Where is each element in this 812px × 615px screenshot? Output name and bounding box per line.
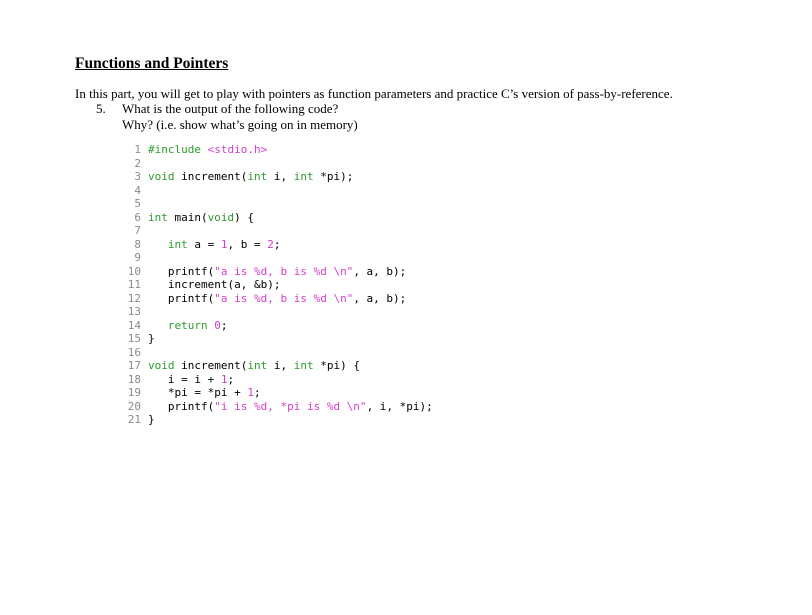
line-number: 20 [127, 399, 141, 413]
code-line [126, 211, 433, 225]
code-text [148, 386, 261, 400]
code-text [148, 278, 280, 292]
line-number: 19 [127, 386, 141, 399]
code-line [126, 143, 433, 157]
code-text [148, 211, 254, 225]
code-token: 1 [220, 237, 228, 251]
code-token: printf( [148, 291, 215, 305]
line-number: 3 [134, 170, 141, 183]
code-token: , b = [227, 237, 268, 251]
line-number: 21 [127, 413, 141, 426]
code-text [148, 170, 353, 184]
code-token: int [293, 359, 314, 372]
code-line [126, 157, 433, 171]
line-number: 8 [134, 237, 141, 251]
code-line [126, 413, 433, 427]
code-token: increment( [174, 170, 248, 183]
line-number: 13 [127, 305, 141, 318]
code-token: a = [187, 237, 221, 251]
code-line [126, 170, 433, 184]
code-token: printf( [148, 264, 215, 278]
code-token: ) { [234, 210, 254, 224]
question-text: What is the output of the following code? [122, 101, 339, 116]
code-token: ; [227, 372, 235, 386]
code-text [148, 413, 155, 427]
code-line [126, 346, 433, 360]
code-token: int [293, 170, 314, 183]
line-number: 7 [134, 224, 141, 237]
code-token: #include [148, 143, 201, 156]
code-text [148, 319, 228, 333]
code-token: } [148, 413, 155, 426]
code-line [126, 197, 433, 211]
line-number: 12 [127, 291, 141, 305]
line-number: 14 [127, 318, 141, 332]
code-line [126, 278, 433, 292]
code-line [126, 224, 433, 238]
line-number: 5 [134, 197, 141, 210]
intro-paragraph: In this part, you will get to play with pointers as function parameters and practice C’s version of pass-by-reference. [75, 86, 673, 101]
line-number: 10 [127, 264, 141, 278]
code-text [148, 292, 406, 306]
code-token: printf( [148, 399, 215, 413]
code-token: i, [267, 170, 294, 183]
line-number: 6 [134, 210, 141, 224]
code-token: *pi = *pi + [148, 386, 248, 399]
code-token: *pi); [313, 170, 354, 183]
code-line [126, 319, 433, 333]
code-text [148, 359, 360, 373]
line-number: 2 [134, 156, 141, 170]
code-line [126, 305, 433, 319]
code-line [126, 265, 433, 279]
line-number: 15 [127, 332, 141, 345]
code-line [126, 238, 433, 252]
code-token: int [247, 359, 268, 372]
code-listing [126, 143, 433, 427]
code-line [126, 386, 433, 400]
code-token: int [247, 170, 268, 183]
code-token: void [207, 210, 235, 224]
code-token: i, [267, 359, 294, 372]
line-number: 16 [127, 345, 141, 359]
code-token: void [148, 170, 175, 183]
code-line [126, 251, 433, 265]
code-token: main( [167, 210, 208, 224]
code-token: "a is %d, b is %d \n" [214, 291, 354, 305]
code-text [148, 238, 281, 252]
code-text [148, 332, 155, 346]
code-token: ; [220, 318, 228, 332]
code-token: 1 [220, 372, 228, 386]
code-token: int [167, 237, 188, 251]
line-number: 4 [134, 183, 141, 197]
question-number: 5. [96, 101, 106, 116]
code-token: , a, b); [353, 264, 407, 278]
code-text [148, 143, 267, 157]
line-number: 9 [134, 251, 141, 264]
code-line [126, 373, 433, 387]
code-token: "a is %d, b is %d \n" [214, 264, 354, 278]
code-token: , i, *pi); [366, 399, 433, 413]
line-number: 11 [127, 278, 141, 291]
code-line [126, 292, 433, 306]
code-token: *pi) { [313, 359, 360, 372]
code-token: int [148, 210, 168, 224]
code-token: increment(a, &b); [148, 278, 281, 291]
code-token: void [148, 359, 175, 372]
code-token: "i is %d, *pi is %d \n" [214, 399, 367, 413]
code-token: ; [253, 386, 261, 399]
code-token: } [148, 332, 155, 345]
code-line [126, 184, 433, 198]
code-text [148, 373, 234, 387]
code-token: 2 [267, 237, 274, 251]
code-token: ; [273, 237, 281, 251]
code-token: return [167, 318, 208, 332]
code-token: 1 [247, 386, 254, 399]
code-token [148, 319, 168, 332]
code-token: , a, b); [353, 291, 407, 305]
code-token [148, 238, 168, 251]
line-number: 18 [127, 372, 141, 386]
code-token: 0 [214, 318, 221, 332]
code-line [126, 359, 433, 373]
code-text [148, 265, 406, 279]
section-heading: Functions and Pointers [75, 55, 229, 72]
code-token: <stdio.h> [200, 143, 268, 156]
line-number: 17 [127, 359, 141, 372]
code-line [126, 400, 433, 414]
code-token: increment( [174, 359, 248, 372]
line-number: 1 [134, 143, 141, 156]
code-token: i = i + [148, 372, 221, 386]
code-text [148, 400, 433, 414]
question-subtext: Why? (i.e. show what’s going on in memory) [122, 117, 358, 132]
code-line [126, 332, 433, 346]
